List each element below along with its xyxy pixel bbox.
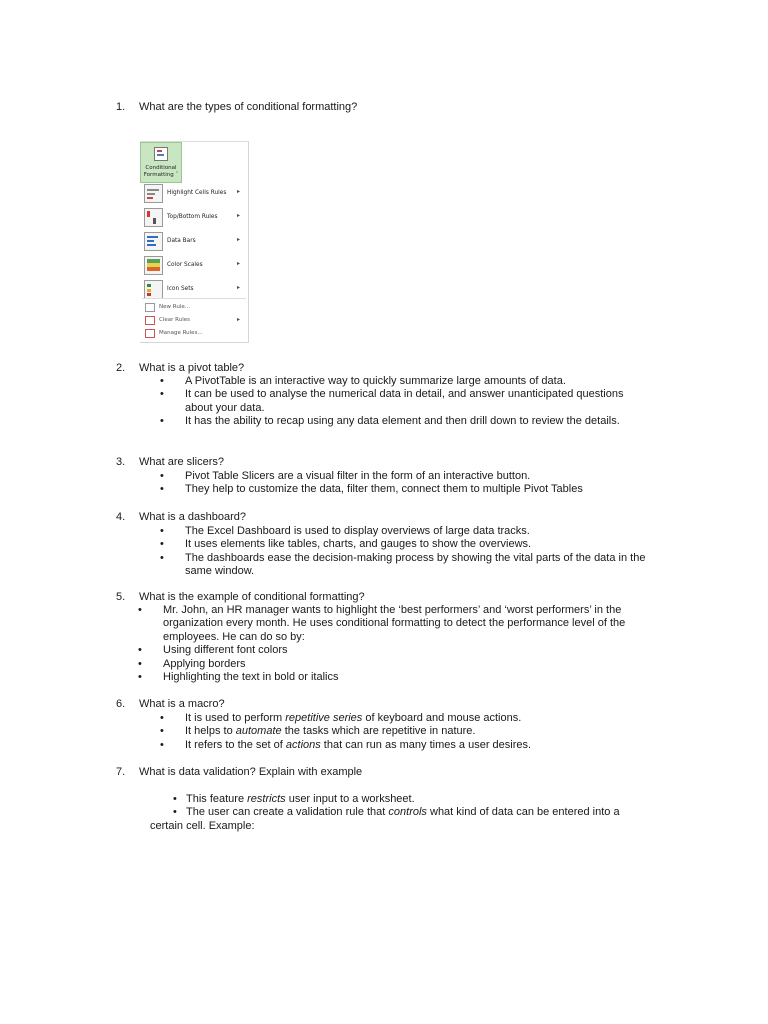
data-bars-icon: [144, 232, 163, 251]
new-rule-icon: [145, 303, 155, 312]
bullet: •: [138, 604, 142, 616]
conditional-formatting-icon: [154, 147, 168, 161]
question-2-bullets: [160, 375, 700, 429]
bullet: •: [160, 415, 164, 428]
icon-sets-icon: [144, 280, 163, 299]
list-item: • This feature restricts user input to a worksheet.: [173, 793, 415, 805]
question-number: 4.: [116, 511, 126, 523]
submenu-arrow-icon: ▸: [236, 260, 240, 267]
list-item: • The dashboards ease the decision-making process by showing the vital parts of the data in the: [160, 551, 646, 564]
list-item: • They help to customize the data, filter them, connect them to multiple Pivot Tables: [160, 483, 583, 496]
list-item: • It helps to automate the tasks which are repetitive in nature.: [160, 725, 476, 738]
list-item: • It is used to perform repetitive series of keyboard and mouse actions.: [160, 712, 522, 724]
question-number: 7.: [116, 766, 126, 778]
submenu-arrow-icon: ▸: [236, 236, 240, 243]
bullet: •: [160, 470, 164, 482]
list-item-continuation: certain cell. Example:: [150, 819, 255, 832]
menu-item-data-bars: Data Bars ▸: [141, 230, 245, 252]
list-item-continuation: about your data.: [185, 401, 265, 414]
list-item: • Pivot Table Slicers are a visual filter in the form of an interactive button.: [160, 470, 531, 482]
menu-item-color-scales: Color Scales ▸: [141, 254, 245, 276]
highlight-cells-icon: [144, 184, 163, 203]
bullet: •: [160, 525, 164, 537]
bullet: •: [160, 375, 164, 387]
list-item-continuation: organization every month. He uses conditional formatting to detect the performance level of the: [163, 617, 626, 630]
menu-item-icon-sets: Icon Sets ▸: [141, 278, 245, 300]
bullet: •: [160, 483, 164, 496]
top-bottom-icon: [144, 208, 163, 227]
submenu-arrow-icon: ▸: [236, 212, 240, 219]
list-item: • It has the ability to recap using any data element and then drill down to review the details.: [160, 415, 620, 428]
menu-item-top-bottom-rules: Top/Bottom Rules ▸: [141, 206, 245, 228]
question-5-bullets: [138, 604, 698, 684]
bullet: •: [138, 657, 142, 670]
question-number: 2.: [116, 362, 126, 374]
list-item: • It can be used to analyse the numerical data in detail, and answer unanticipated questions: [160, 388, 624, 401]
list-item: • Using different font colors: [138, 644, 288, 657]
list-item: • The Excel Dashboard is used to display overviews of large data tracks.: [160, 525, 530, 537]
question-number: 3.: [116, 456, 126, 468]
bullet: •: [160, 388, 164, 401]
bullet: •: [138, 670, 142, 683]
question-7-bullets: [150, 793, 710, 833]
question-number: 1.: [116, 101, 126, 113]
list-item: • It refers to the set of actions that can run as many times a user desires.: [160, 738, 532, 751]
list-item-continuation: same window.: [185, 565, 255, 578]
menu-item-new-rule: New Rule...: [141, 301, 245, 313]
bullet: •: [160, 738, 164, 751]
list-item: • Mr. John, an HR manager wants to highlight the ‘best performers’ and ‘worst performers’ in the: [138, 604, 622, 616]
submenu-arrow-icon: ▸: [236, 188, 240, 195]
question-text: What are the types of conditional formatting?: [139, 101, 358, 113]
bullet: •: [160, 712, 164, 724]
question-text: What are slicers?: [139, 456, 224, 468]
menu-item-manage-rules: Manage Rules...: [141, 327, 245, 339]
question-6-bullets: [160, 712, 700, 752]
menu-item-highlight-cells-rules: Highlight Cells Rules ▸: [141, 182, 245, 204]
bullet: •: [160, 551, 164, 564]
question-text: What is a pivot table?: [139, 362, 245, 374]
question-number: 5.: [116, 591, 126, 603]
bullet: •: [160, 538, 164, 551]
list-item: • The user can create a validation rule that controls what kind of data can be entered into a: [173, 806, 620, 819]
question-text: What is a macro?: [139, 698, 225, 710]
menu-item-clear-rules: Clear Rules ▸: [141, 314, 245, 326]
question-number: 6.: [116, 698, 126, 710]
list-item: • Applying borders: [138, 657, 246, 670]
bullet: •: [173, 806, 177, 819]
color-scales-icon: [144, 256, 163, 275]
question-text: What is a dashboard?: [139, 511, 247, 523]
bullet: •: [173, 793, 177, 805]
question-text: What is the example of conditional formatting?: [139, 591, 365, 603]
clear-rules-icon: [145, 316, 155, 325]
list-item-continuation: employees. He can do so by:: [163, 630, 305, 643]
manage-rules-icon: [145, 329, 155, 338]
list-item: • Highlighting the text in bold or italics: [138, 670, 339, 683]
question-4-bullets: [160, 525, 700, 579]
bullet: •: [138, 644, 142, 657]
question-text: What is data validation? Explain with example: [139, 766, 363, 778]
conditional-formatting-menu-image: [140, 141, 249, 343]
menu-divider: [142, 298, 246, 299]
list-item: • It uses elements like tables, charts, and gauges to show the overviews.: [160, 538, 532, 551]
bullet: •: [160, 725, 164, 738]
submenu-arrow-icon: ▸: [236, 316, 240, 323]
question-3-bullets: [160, 470, 700, 497]
submenu-arrow-icon: ▸: [236, 284, 240, 291]
list-item: • A PivotTable is an interactive way to quickly summarize large amounts of data.: [160, 375, 566, 387]
conditional-formatting-button: Conditional Formatting ˇ: [140, 142, 182, 183]
